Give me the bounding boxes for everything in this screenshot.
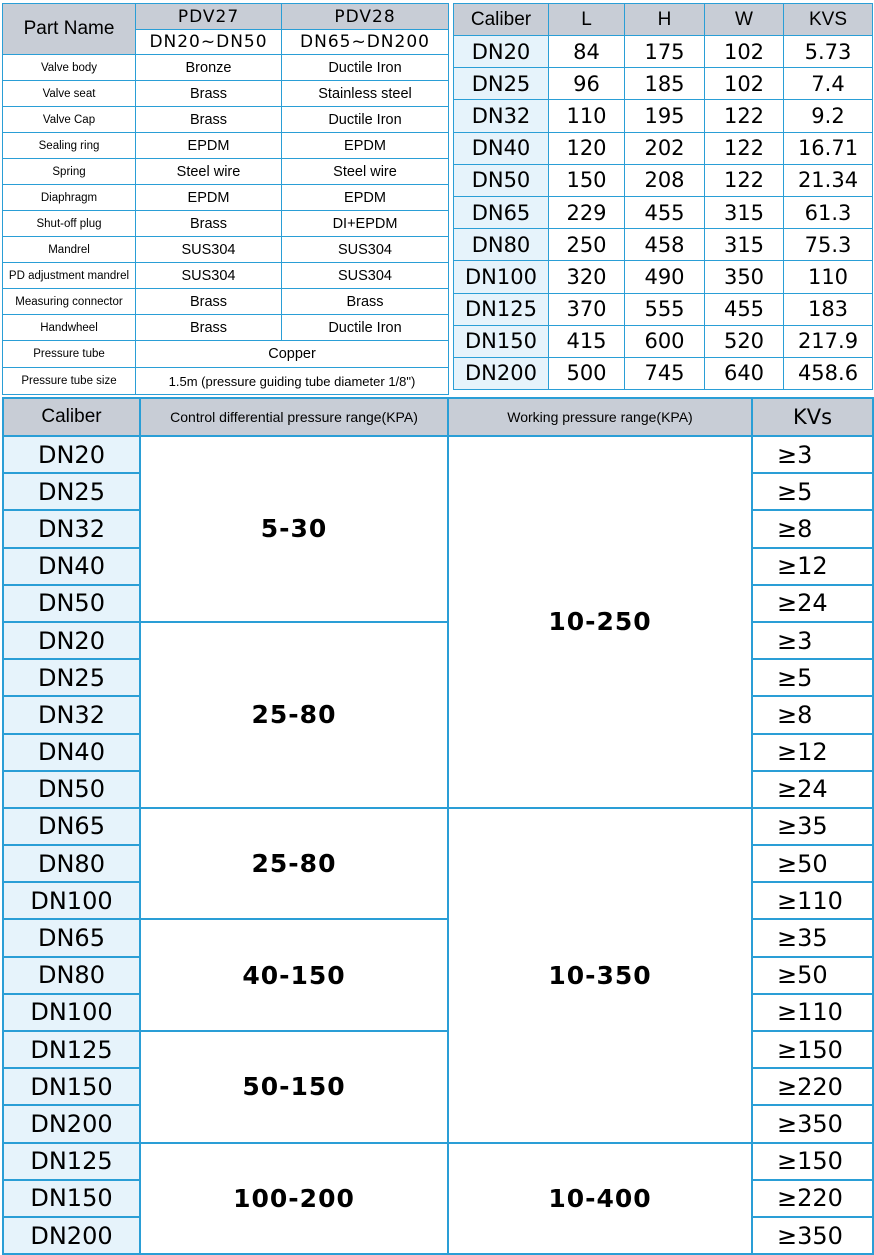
dim-h: 185	[625, 68, 705, 100]
dim-caliber: DN125	[454, 293, 549, 325]
dimensions-table	[453, 3, 873, 390]
pressure-caliber: DN200	[3, 1105, 140, 1142]
material-row	[3, 107, 449, 133]
material-pdv28: Ductile Iron	[282, 55, 449, 81]
dim-kvs: 183	[784, 293, 873, 325]
dim-w: 122	[705, 164, 784, 196]
pressure-kvs: ≥50	[752, 845, 873, 882]
pressure-kvs: ≥35	[752, 919, 873, 956]
dim-l: 150	[549, 164, 625, 196]
material-pdv28: SUS304	[282, 237, 449, 263]
dim-w: 315	[705, 229, 784, 261]
model-name-pdv28: PDV28	[282, 4, 449, 30]
dim-h: 455	[625, 196, 705, 228]
pressure-header-kvs: KVs	[752, 398, 873, 436]
pressure-kvs: ≥8	[752, 696, 873, 733]
dim-header-h: H	[625, 4, 705, 36]
pressure-caliber: DN150	[3, 1068, 140, 1105]
pressure-kvs: ≥3	[752, 436, 873, 473]
pressure-caliber: DN80	[3, 845, 140, 882]
dim-caliber: DN40	[454, 132, 549, 164]
material-pdv27: Brass	[136, 81, 282, 107]
pressure-caliber: DN125	[3, 1143, 140, 1180]
dim-header-caliber: Caliber	[454, 4, 549, 36]
pressure-row	[3, 436, 873, 473]
dim-kvs: 75.3	[784, 229, 873, 261]
dim-kvs: 217.9	[784, 325, 873, 357]
dim-h: 600	[625, 325, 705, 357]
material-pdv27: Brass	[136, 211, 282, 237]
pressure-caliber: DN100	[3, 994, 140, 1031]
pressure-caliber: DN100	[3, 882, 140, 919]
material-pdv28: Ductile Iron	[282, 315, 449, 341]
working-pressure-range: 10-350	[448, 808, 752, 1143]
pressure-kvs: ≥35	[752, 808, 873, 845]
material-pdv27: Brass	[136, 107, 282, 133]
pressure-caliber: DN25	[3, 659, 140, 696]
dim-h: 202	[625, 132, 705, 164]
pressure-caliber: DN80	[3, 957, 140, 994]
dim-l: 370	[549, 293, 625, 325]
pressure-caliber: DN125	[3, 1031, 140, 1068]
dim-kvs: 16.71	[784, 132, 873, 164]
pressure-kvs: ≥8	[752, 510, 873, 547]
material-row	[3, 289, 449, 315]
pressure-caliber: DN50	[3, 771, 140, 808]
material-shared-value: 1.5m (pressure guiding tube diameter 1/8")	[136, 368, 449, 395]
pressure-kvs: ≥24	[752, 585, 873, 622]
control-pressure-range: 25-80	[140, 808, 448, 920]
material-pdv28: Brass	[282, 289, 449, 315]
dim-w: 520	[705, 325, 784, 357]
dim-kvs: 9.2	[784, 100, 873, 132]
dim-w: 455	[705, 293, 784, 325]
dim-kvs: 61.3	[784, 196, 873, 228]
pressure-caliber: DN50	[3, 585, 140, 622]
dim-kvs: 21.34	[784, 164, 873, 196]
materials-table	[2, 3, 449, 395]
material-pdv27: Bronze	[136, 55, 282, 81]
dim-caliber: DN65	[454, 196, 549, 228]
pressure-kvs: ≥3	[752, 622, 873, 659]
dimension-row	[454, 68, 873, 100]
pressure-caliber: DN20	[3, 622, 140, 659]
material-part-name: Measuring connector	[3, 289, 136, 315]
pressure-caliber: DN65	[3, 808, 140, 845]
control-pressure-range: 100-200	[140, 1143, 448, 1255]
dim-l: 500	[549, 357, 625, 389]
pressure-caliber: DN65	[3, 919, 140, 956]
dimension-row	[454, 132, 873, 164]
pressure-caliber: DN200	[3, 1217, 140, 1254]
control-pressure-range: 5-30	[140, 436, 448, 622]
material-part-name: Handwheel	[3, 315, 136, 341]
material-row	[3, 159, 449, 185]
pressure-kvs: ≥5	[752, 473, 873, 510]
dimension-row	[454, 164, 873, 196]
dim-h: 195	[625, 100, 705, 132]
material-pdv27: Brass	[136, 315, 282, 341]
material-part-name: Valve Cap	[3, 107, 136, 133]
dim-kvs: 110	[784, 261, 873, 293]
material-pdv28: Stainless steel	[282, 81, 449, 107]
material-part-name: Mandrel	[3, 237, 136, 263]
pressure-caliber: DN150	[3, 1180, 140, 1217]
material-merged-row	[3, 341, 449, 368]
pressure-caliber: DN20	[3, 436, 140, 473]
dimension-row	[454, 357, 873, 389]
dim-caliber: DN32	[454, 100, 549, 132]
dim-h: 555	[625, 293, 705, 325]
pressure-header-caliber: Caliber	[3, 398, 140, 436]
pressure-range-table	[2, 397, 874, 1255]
pressure-kvs: ≥50	[752, 957, 873, 994]
pressure-kvs: ≥12	[752, 548, 873, 585]
dim-w: 640	[705, 357, 784, 389]
material-row	[3, 315, 449, 341]
pressure-kvs: ≥110	[752, 882, 873, 919]
dim-h: 208	[625, 164, 705, 196]
working-pressure-range: 10-400	[448, 1143, 752, 1255]
material-row	[3, 185, 449, 211]
dim-h: 175	[625, 36, 705, 68]
dim-h: 490	[625, 261, 705, 293]
pressure-row	[3, 1143, 873, 1180]
material-pdv27: SUS304	[136, 263, 282, 289]
material-part-name: Pressure tube	[3, 341, 136, 368]
material-pdv27: Brass	[136, 289, 282, 315]
pressure-kvs: ≥350	[752, 1217, 873, 1254]
material-part-name: Valve body	[3, 55, 136, 81]
dim-l: 96	[549, 68, 625, 100]
dim-l: 415	[549, 325, 625, 357]
dim-header-w: W	[705, 4, 784, 36]
dim-w: 122	[705, 132, 784, 164]
dim-caliber: DN80	[454, 229, 549, 261]
dim-kvs: 7.4	[784, 68, 873, 100]
pressure-kvs: ≥220	[752, 1180, 873, 1217]
pressure-kvs: ≥5	[752, 659, 873, 696]
dim-w: 350	[705, 261, 784, 293]
pressure-kvs: ≥150	[752, 1143, 873, 1180]
part-name-header: Part Name	[3, 4, 136, 55]
dimension-row	[454, 229, 873, 261]
pressure-kvs: ≥24	[752, 771, 873, 808]
material-pdv27: SUS304	[136, 237, 282, 263]
pressure-header-control: Control differential pressure range(KPA)	[140, 398, 448, 436]
material-shared-value: Copper	[136, 341, 449, 368]
pressure-kvs: ≥150	[752, 1031, 873, 1068]
pressure-kvs: ≥220	[752, 1068, 873, 1105]
material-part-name: Diaphragm	[3, 185, 136, 211]
pressure-caliber: DN32	[3, 510, 140, 547]
material-pdv28: DI+EPDM	[282, 211, 449, 237]
dim-caliber: DN25	[454, 68, 549, 100]
dimension-row	[454, 293, 873, 325]
material-pdv28: EPDM	[282, 133, 449, 159]
dim-caliber: DN200	[454, 357, 549, 389]
pressure-kvs: ≥350	[752, 1105, 873, 1142]
pressure-kvs: ≥12	[752, 734, 873, 771]
dim-h: 458	[625, 229, 705, 261]
dim-l: 229	[549, 196, 625, 228]
material-pdv28: Ductile Iron	[282, 107, 449, 133]
dim-w: 122	[705, 100, 784, 132]
pressure-row	[3, 808, 873, 845]
dim-l: 250	[549, 229, 625, 261]
dim-caliber: DN150	[454, 325, 549, 357]
pressure-caliber: DN40	[3, 548, 140, 585]
dim-caliber: DN50	[454, 164, 549, 196]
dim-h: 745	[625, 357, 705, 389]
dim-l: 84	[549, 36, 625, 68]
dim-header-kvs: KVS	[784, 4, 873, 36]
material-pdv28: SUS304	[282, 263, 449, 289]
pressure-caliber: DN40	[3, 734, 140, 771]
material-part-name: PD adjustment mandrel	[3, 263, 136, 289]
dim-l: 120	[549, 132, 625, 164]
model-name-pdv27: PDV27	[136, 4, 282, 30]
dim-l: 110	[549, 100, 625, 132]
pressure-caliber: DN25	[3, 473, 140, 510]
dimension-row	[454, 325, 873, 357]
material-part-name: Shut-off plug	[3, 211, 136, 237]
dim-w: 102	[705, 36, 784, 68]
dim-w: 102	[705, 68, 784, 100]
dim-header-l: L	[549, 4, 625, 36]
dimension-row	[454, 196, 873, 228]
control-pressure-range: 50-150	[140, 1031, 448, 1143]
material-pdv27: EPDM	[136, 133, 282, 159]
material-pdv27: EPDM	[136, 185, 282, 211]
working-pressure-range: 10-250	[448, 436, 752, 808]
material-pdv27: Steel wire	[136, 159, 282, 185]
control-pressure-range: 25-80	[140, 622, 448, 808]
pressure-header-working: Working pressure range(KPA)	[448, 398, 752, 436]
control-pressure-range: 40-150	[140, 919, 448, 1031]
dim-l: 320	[549, 261, 625, 293]
model-range-pdv28: DN65~DN200	[282, 30, 449, 55]
dim-kvs: 458.6	[784, 357, 873, 389]
material-row	[3, 263, 449, 289]
pressure-caliber: DN32	[3, 696, 140, 733]
material-row	[3, 133, 449, 159]
pressure-kvs: ≥110	[752, 994, 873, 1031]
material-pdv28: EPDM	[282, 185, 449, 211]
material-part-name: Valve seat	[3, 81, 136, 107]
dimension-row	[454, 261, 873, 293]
dim-caliber: DN100	[454, 261, 549, 293]
material-merged-row	[3, 368, 449, 395]
material-row	[3, 81, 449, 107]
material-part-name: Sealing ring	[3, 133, 136, 159]
material-row	[3, 55, 449, 81]
dimension-row	[454, 36, 873, 68]
material-row	[3, 211, 449, 237]
material-row	[3, 237, 449, 263]
material-pdv28: Steel wire	[282, 159, 449, 185]
dimension-row	[454, 100, 873, 132]
material-part-name: Spring	[3, 159, 136, 185]
dim-caliber: DN20	[454, 36, 549, 68]
dim-w: 315	[705, 196, 784, 228]
dim-kvs: 5.73	[784, 36, 873, 68]
model-range-pdv27: DN20~DN50	[136, 30, 282, 55]
material-part-name: Pressure tube size	[3, 368, 136, 395]
